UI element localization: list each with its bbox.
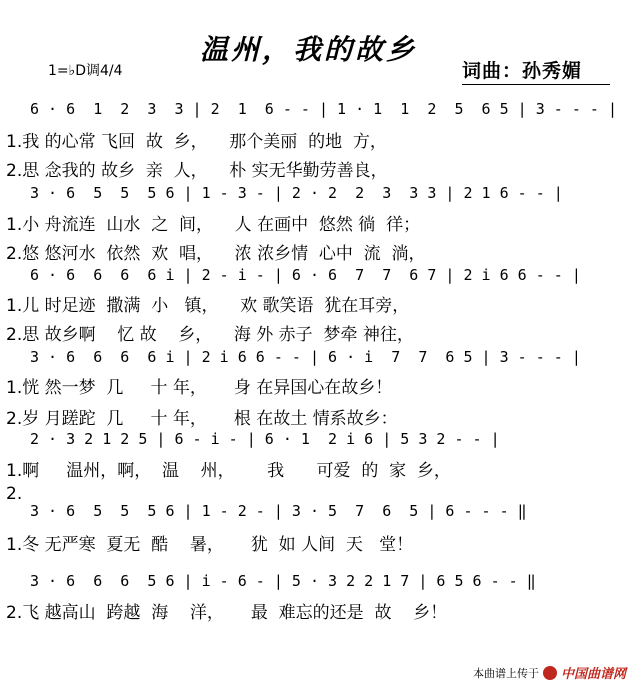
footer [473,663,626,682]
lyric-line: 2.岁 月蹉跎 几 十 年， 根 在故土 情系故乡： [6,409,398,429]
lyric-row [0,530,640,555]
notation-text: 3 · 6 5 5 5 6 | 1 - 3 - | 2 · 2 2 3 3 3 | 2 1 6 - - | [30,184,563,202]
lyric-line: 2.悠 悠河水 依然 欢 唱， 浓 浓乡情 心中 流 淌， [6,244,426,264]
song-title: 温州，我的故乡 [200,33,418,66]
lyric-line: 2. [6,484,23,504]
lyric-row [0,210,640,235]
notation-text: 6 · 6 1 2 3 3 | 2 1 6 - - | 1 · 1 1 2 5 6 5 | 3 - - - | [30,100,617,118]
lyric-row [0,598,640,623]
lyric-row [0,291,640,316]
lyric-row [0,373,640,398]
lyric-line: 1.我 的心常 飞回 故 乡， 那个美丽 的地 方， [6,132,387,152]
notation-text: 3 · 6 5 5 5 6 | 1 - 2 - | 3 · 5 7 6 5 | 6 - - - ‖ [30,502,527,520]
notation-row [0,572,640,596]
footer-text: 本曲谱上传于 [472,666,539,680]
notation-text: 3 · 6 6 6 6 i | 2 i 6 6 - - | 6 · i 7 7 6 5 | 3 - - - | [30,348,581,366]
lyric-row [0,404,640,429]
credit-label: 词曲：孙秀媚 [462,60,583,82]
lyric-line: 1.冬 无严寒 夏无 酷 暑， 犹 如 人间 天 堂！ [6,535,414,555]
notation-text: 2 · 3 2 1 2 5 | 6 - i - | 6 · 1 2 i 6 | 5 3 2 - - | [30,430,500,448]
notation-row [0,266,640,290]
lyric-line: 1.恍 然一梦 几 十 年， 身 在异国心在故乡！ [6,378,393,398]
notation-row [0,184,640,208]
lyric-row [0,127,640,152]
lyric-line: 2.飞 越高山 跨越 海 洋， 最 难忘的还是 故 乡！ [6,603,448,623]
notation-text: 3 · 6 6 6 5 6 | i - 6 - | 5 · 3 2 2 1 7 | 6 5 6 - - ‖ [30,572,536,590]
lyric-row [0,156,640,181]
notation-row [0,100,640,124]
key-signature: 1=♭D调4/4 [48,63,123,79]
notation-text: 6 · 6 6 6 6 i | 2 - i - | 6 · 6 7 7 6 7 | 2 i 6 6 - - | [30,266,581,284]
lyric-line: 1.啊 温州，啊， 温 州， 我 可爱 的 家 乡， [6,461,451,481]
lyric-row [0,320,640,345]
lyric-line: 2.思 故乡啊 忆 故 乡， 海 外 赤子 梦牵 神往， [6,325,414,345]
notation-row [0,348,640,372]
footer-brand: 中国曲谱网 [560,667,626,682]
lyric-line: 1.儿 时足迹 撒满 小 镇， 欢 歌笑语 犹在耳旁， [6,296,410,316]
lyric-row [0,456,640,481]
lyric-row [0,239,640,264]
notation-row [0,430,640,454]
lyric-line: 1.小 舟流连 山水 之 间， 人 在画中 悠然 徜 徉； [6,215,421,235]
lyric-line: 2.思 念我的 故乡 亲 人， 朴 实无华勤劳善良， [6,161,388,181]
notation-row [0,502,640,526]
site-logo-icon [543,666,557,680]
